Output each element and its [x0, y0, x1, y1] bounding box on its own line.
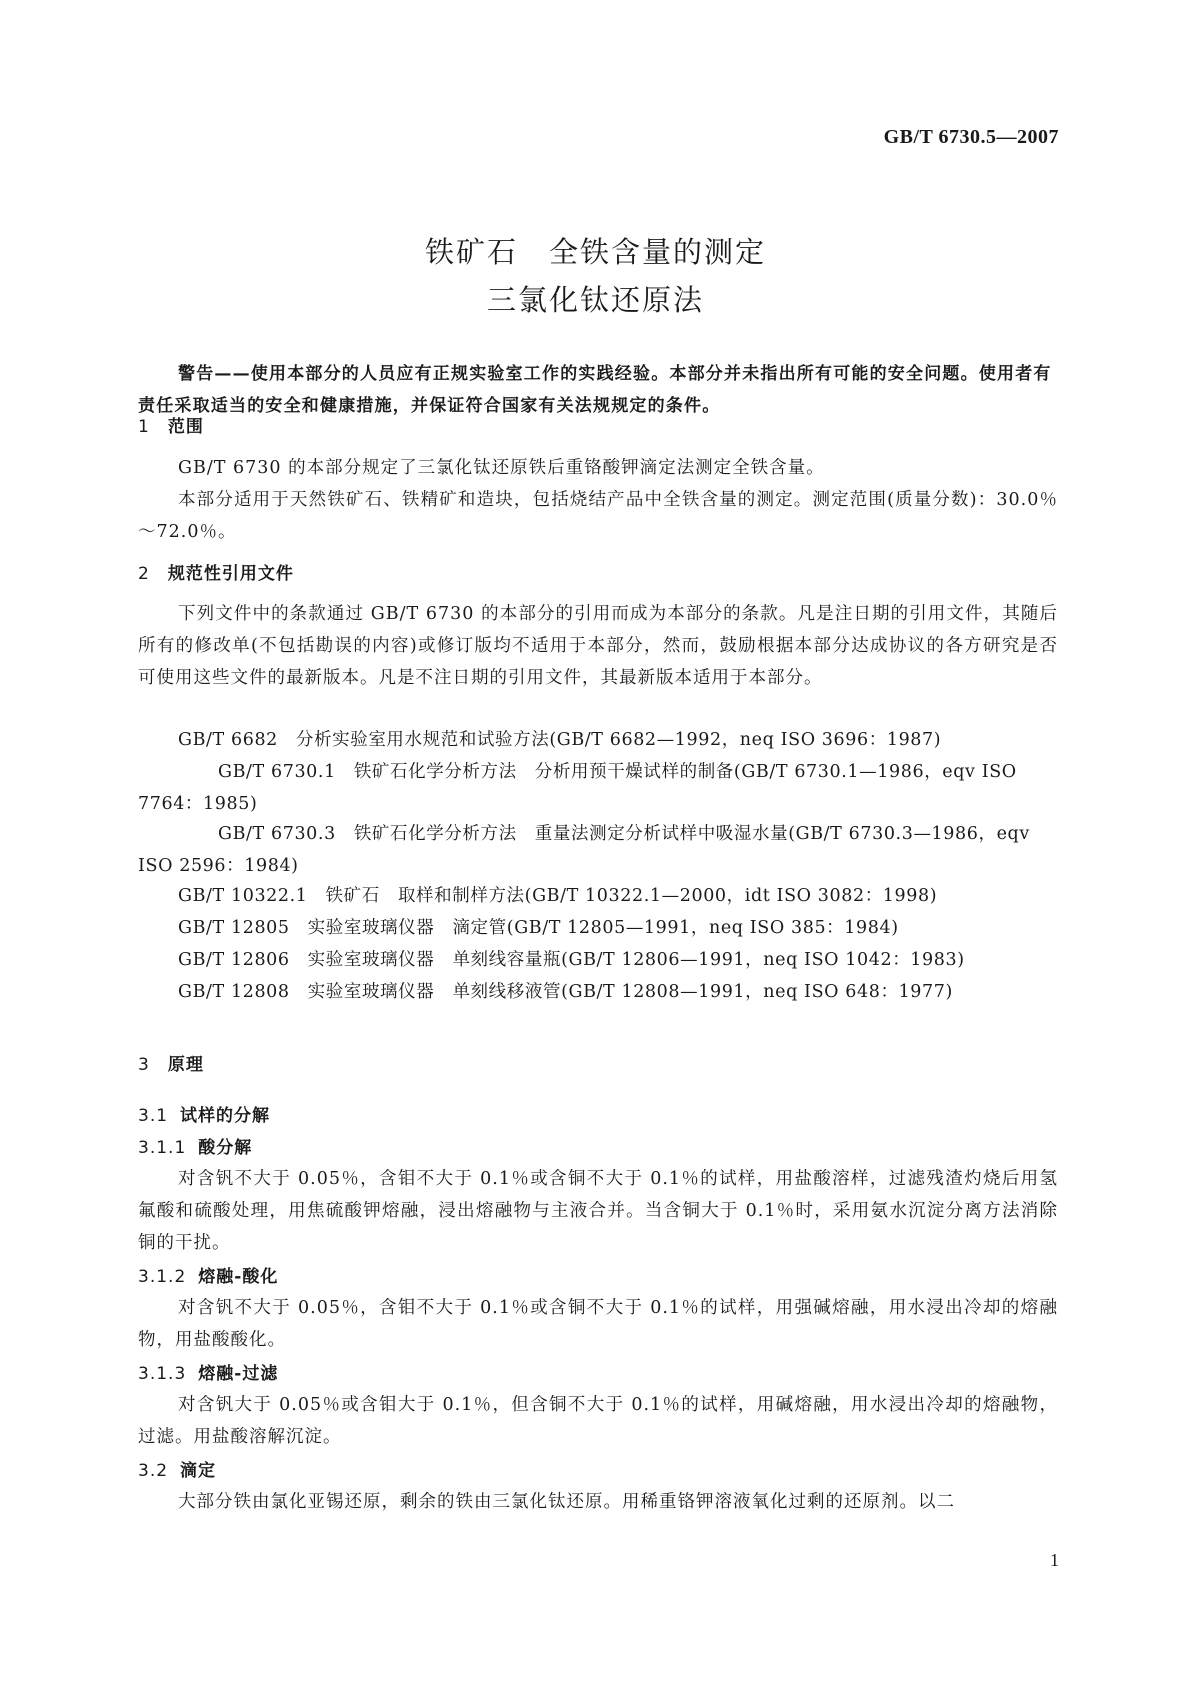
section-number: 3	[138, 1055, 150, 1075]
reference-code: GB/T 6682	[178, 730, 278, 750]
section-2-heading	[138, 559, 294, 584]
subsection-number: 3.1.2	[138, 1267, 187, 1287]
reference-name: 分析实验室用水规范和试验方法	[295, 730, 550, 750]
document-title: 铁矿石 全铁含量的测定	[424, 235, 766, 269]
reference-item	[138, 818, 1058, 882]
subsection-number: 3.1.3	[138, 1364, 187, 1384]
section-1-heading	[138, 412, 204, 437]
subsection-3-1-2-text: 对含钒不大于 0.05％，含钼不大于 0.1％或含铜不大于 0.1％的试样，用强碱熔融，用水浸出冷却的熔融物，用盐酸酸化。	[138, 1298, 1058, 1350]
warning-paragraph: 警告——使用本部分的人员应有正规实验室工作的实践经验。本部分并未指出所有可能的安全问题。使用者有责任采取适当的安全和健康措施，并保证符合国家有关法规规定的条件。	[138, 364, 1052, 416]
references-intro-paragraph: 下列文件中的条款通过 GB/T 6730 的本部分的引用而成为本部分的条款。凡是注日期的引用文件，其随后所有的修改单(不包括勘误的内容)或修订版均不适用于本部分，然而，鼓励根据本部分达成协议的各方研究是否可使用这些文件的最新版本。凡是不注日期的引用文件，其最新版本适用于本部分。	[138, 604, 1058, 688]
document-subtitle: 三氯化钛还原法	[486, 283, 704, 317]
subsection-3-1-2-heading	[138, 1262, 278, 1287]
reference-name: 实验室玻璃仪器 单刻线移液管	[307, 982, 562, 1002]
reference-item	[138, 756, 1058, 820]
subsection-3-1-1-text: 对含钒不大于 0.05％，含钼不大于 0.1％或含铜不大于 0.1％的试样，用盐酸溶样，过滤残渣灼烧后用氢氟酸和硫酸处理，用焦硫酸钾熔融，浸出熔融物与主液合并。当含铜大于 0.1％时，采用氨水沉淀分离方法消除铜的干扰。	[138, 1169, 1058, 1253]
reference-item	[178, 944, 1058, 976]
scope-paragraph-1: GB/T 6730 的本部分规定了三氯化钛还原铁后重铬酸钾滴定法测定全铁含量。	[178, 458, 825, 478]
reference-code: GB/T 6730.1	[218, 762, 336, 782]
page-number: 1	[1050, 1550, 1059, 1570]
reference-code: GB/T 12806	[178, 950, 290, 970]
reference-name: 实验室玻璃仪器 单刻线容量瓶	[307, 950, 562, 970]
reference-note: (GB/T 6682—1992，neq ISO 3696：1987)	[549, 730, 942, 750]
subsection-title: 试样的分解	[180, 1106, 271, 1126]
reference-code: GB/T 12808	[178, 982, 290, 1002]
subsection-3-2-text: 大部分铁由氯化亚锡还原，剩余的铁由三氯化钛还原。用稀重铬钾溶液氧化过剩的还原剂。以二	[178, 1492, 955, 1512]
section-number: 1	[138, 417, 150, 437]
reference-note: (GB/T 12805—1991，neq ISO 385：1984)	[506, 918, 899, 938]
section-3-heading	[138, 1050, 204, 1075]
reference-note: (GB/T 10322.1—2000，idt ISO 3082：1998)	[524, 886, 938, 906]
section-number: 2	[138, 564, 150, 584]
reference-code: GB/T 6730.3	[218, 824, 336, 844]
reference-code: GB/T 12805	[178, 918, 290, 938]
subsection-number: 3.1	[138, 1106, 169, 1126]
reference-note: (GB/T 6730.3—1986，eqv ISO 2596：1984)	[138, 824, 1030, 876]
reference-item	[178, 912, 1058, 944]
reference-item	[178, 976, 1058, 1008]
standard-number: GB/T 6730.5—2007	[883, 126, 1059, 148]
subsection-title: 酸分解	[198, 1138, 253, 1158]
reference-name: 铁矿石化学分析方法 分析用预干燥试样的制备	[353, 762, 734, 782]
subsection-number: 3.1.1	[138, 1138, 187, 1158]
subsection-3-1-1-heading	[138, 1133, 252, 1158]
reference-note: (GB/T 6730.1—1986，eqv ISO 7764：1985)	[138, 762, 1017, 814]
reference-note: (GB/T 12806—1991，neq ISO 1042：1983)	[561, 950, 965, 970]
reference-name: 实验室玻璃仪器 滴定管	[307, 918, 507, 938]
section-title: 原理	[167, 1055, 204, 1075]
reference-name: 铁矿石化学分析方法 重量法测定分析试样中吸湿水量	[353, 824, 789, 844]
section-title: 规范性引用文件	[167, 564, 294, 584]
reference-note: (GB/T 12808—1991，neq ISO 648：1977)	[561, 982, 953, 1002]
subsection-3-1-heading	[138, 1101, 270, 1126]
section-title: 范围	[167, 417, 204, 437]
scope-paragraph-2: 本部分适用于天然铁矿石、铁精矿和造块，包括烧结产品中全铁含量的测定。测定范围(质量分数)：30.0％～72.0％。	[138, 490, 1058, 542]
subsection-3-1-3-heading	[138, 1359, 278, 1384]
reference-item	[178, 880, 1058, 912]
reference-code: GB/T 10322.1	[178, 886, 308, 906]
subsection-title: 熔融-过滤	[198, 1364, 279, 1384]
reference-item	[178, 724, 1058, 756]
subsection-title: 滴定	[180, 1461, 217, 1481]
reference-name: 铁矿石 取样和制样方法	[325, 886, 525, 906]
subsection-3-1-3-text: 对含钒大于 0.05％或含钼大于 0.1％，但含铜不大于 0.1％的试样，用碱熔融，用水浸出冷却的熔融物，过滤。用盐酸溶解沉淀。	[138, 1395, 1058, 1447]
subsection-number: 3.2	[138, 1461, 169, 1481]
subsection-3-2-heading	[138, 1456, 216, 1481]
subsection-title: 熔融-酸化	[198, 1267, 279, 1287]
